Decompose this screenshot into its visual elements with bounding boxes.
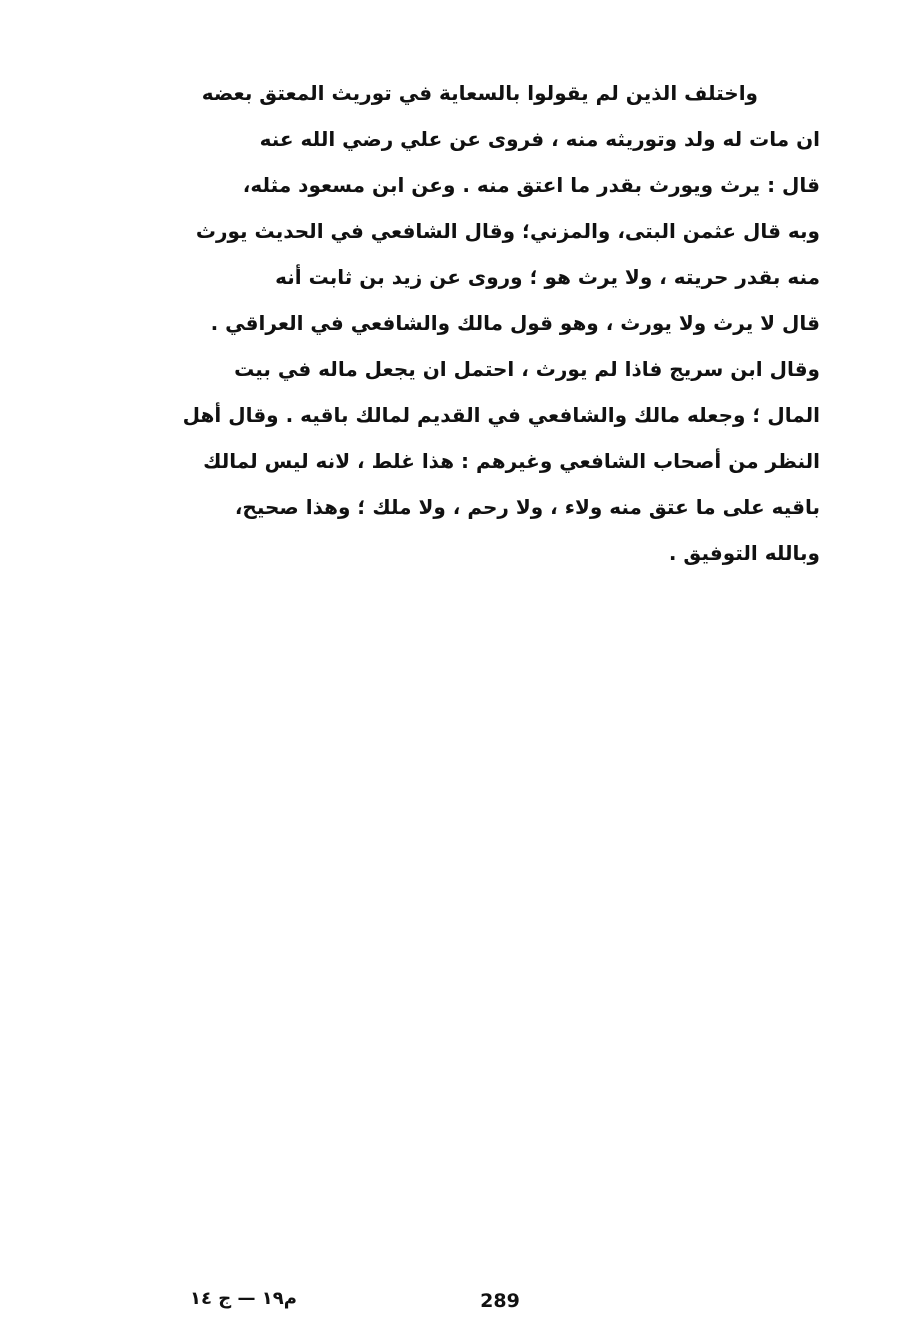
body-text [180, 70, 820, 576]
page-footer [0, 1290, 923, 1330]
text-line: منه بقدر حريته ، ولا يرث هو ؛ وروى عن زيد بن ثابت أنه [275, 265, 820, 289]
text-line: المال ؛ وجعله مالك والشافعي في القديم لمالك باقيه . وقال أهل [182, 403, 820, 427]
text-line: قال لا يرث ولا يورث ، وهو قول مالك والشافعي في العراقي . [210, 311, 820, 335]
signature-mark: م١٩ — ج ١٤ [190, 1288, 297, 1309]
text-line: وبه قال عثمن البتى، والمزني؛ وقال الشافعي في الحديث يورث [195, 219, 820, 243]
text-line: باقيه على ما عتق منه ولاء ، ولا رحم ، ولا ملك ؛ وهذا صحيح، [234, 495, 820, 519]
text-line: واختلف الذين لم يقولوا بالسعاية في توريث المعتق بعضه [201, 81, 758, 105]
text-line: قال : يرث ويورث بقدر ما اعتق منه . وعن ابن مسعود مثله، [242, 173, 820, 197]
text-line: وقال ابن سريج فاذا لم يورث ، احتمل ان يجعل ماله في بيت [234, 357, 820, 381]
page-number: 289 [480, 1290, 520, 1312]
text-line: ان مات له ولد وتوريثه منه ، فروى عن علي رضي الله عنه [259, 127, 820, 151]
text-line: وبالله التوفيق . [668, 541, 820, 565]
text-line: النظر من أصحاب الشافعي وغيرهم : هذا غلط ، لانه ليس لمالك [203, 449, 820, 473]
